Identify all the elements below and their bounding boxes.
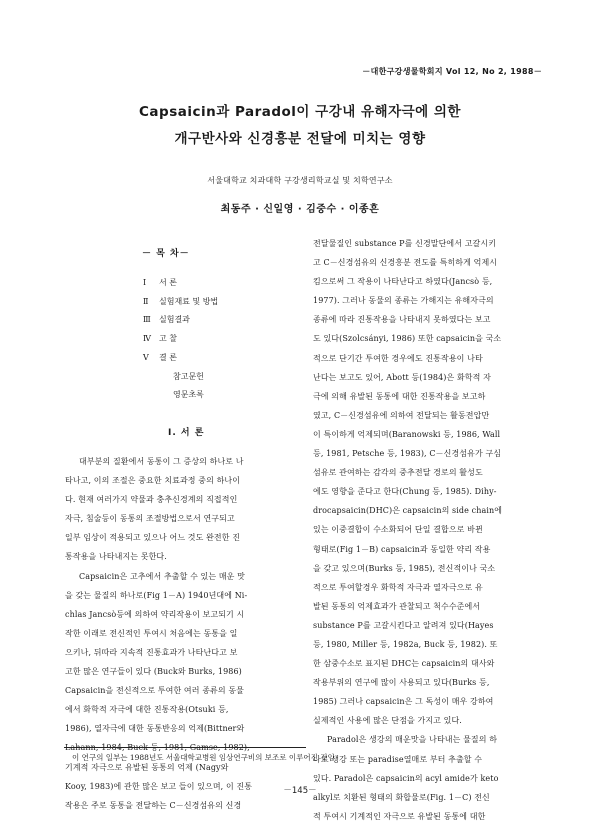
body-text-line: 작한 이래로 전신적인 투여시 처음에는 동통을 일 [65,628,238,638]
toc-item-number: Ⅴ [143,352,149,362]
body-text-line: 도 있다(Szolcsányi, 1986) 또한 capsaicin을 국소 [313,334,502,344]
body-text-line: 1986), 열자극에 대한 동통반응의 억제(Bittner와 [65,724,245,734]
toc-item-number: Ⅳ [143,334,151,344]
body-text-line: 기계적 자극으로 유발된 동통의 억제 (Nagy와 [65,762,229,772]
body-text-line: 전달물질인 substance P를 신경말단에서 고갈시키 [313,239,497,248]
body-text-line: 고 C－신경섬유의 신경흥분 전도를 특히하게 억제시 [313,258,498,268]
body-text-line: Paradol은 생강의 매운맛을 나타내는 물질의 하 [327,735,498,745]
body-text-line: substance P를 고갈시킨다고 알려져 있다(Hayes [313,620,494,630]
footnote-divider [64,747,306,748]
body-text-line: 자극, 침술등이 동통의 조절방법으로서 연구되고 [65,514,235,524]
section-heading-introduction: Ⅰ. 서 론 [168,428,205,438]
body-text-line: 에서 화학적 자극에 대한 진통작용(Otsuki 등, [65,705,229,715]
toc-item-label: 고 찰 [159,334,177,344]
toc-item [143,293,218,312]
toc-item [143,330,218,349]
author-list: 최동주 · 신일영 · 김중수 · 이종흔 [220,204,380,215]
article-title-line1: Capsaicin과 Paradol이 구강내 유해자극에 의한 [139,104,461,120]
toc-item-number: Ⅲ [143,315,151,325]
body-text-line: 형태로(Fig 1－B) capsaicin과 동일한 약리 작용 [313,544,491,554]
author-affiliation: 서울대학교 치과대학 구강생리학교실 및 치학연구소 [207,176,393,185]
body-text-right-column [313,234,545,826]
body-text-line: 1977). 그러나 동물의 종류는 가해지는 유해자극의 [313,296,494,306]
toc-heading: － 목 차－ [142,249,190,259]
body-text-line: 였고, C－신경섬유에 의하여 전달되는 활동전압만 [313,410,490,420]
body-text-line: 종류에 따라 진통작용을 나타내지 못하였다는 보고 [313,315,491,325]
body-text-line: 있다. Paradol은 capsaicin의 acyl amide가 keto [313,773,499,783]
body-text-line: Kooy, 1983)에 관한 많은 보고 들이 있으며, 이 진통 [65,781,253,791]
body-text-line: 섬유로 관여하는 감각의 중추전달 경로의 활성도 [313,468,483,478]
toc-item-label: 참고문헌 [173,371,204,381]
toc-item [143,368,218,387]
toc-item-label: 실험결과 [159,315,190,325]
toc-item [143,386,218,405]
toc-item-label: 영문초록 [173,390,204,400]
body-text-line: 통작용을 나타내지는 못한다. [65,552,167,562]
body-text-line: 극에 의해 유발된 동통에 대한 진통작용을 보고하 [313,391,486,401]
body-text-line: 적으로 투여할경우 화학적 자극과 열자극으로 유 [313,582,483,592]
body-text-line: 이 특이하게 억제되며(Baranowski 등, 1986, Wall [313,429,501,439]
toc-item [143,274,218,293]
body-text-line: 실제적인 사용에 많은 단점을 가지고 있다. [313,716,462,726]
body-text-line: drocapsaicin(DHC)은 capsaicin의 side chain에 [313,506,503,516]
table-of-contents [143,274,218,405]
body-text-line: Capsaicin을 전신적으로 투여한 여러 종류의 동물 [65,686,244,696]
body-text-line: Lahann, 1984, Buck 등, 1981, Gamse, 1982), [65,743,250,753]
body-text-line: 적으로 단기간 투여한 경우에도 진통작용이 나타 [313,353,483,363]
toc-item-label: 서 론 [159,278,177,287]
body-text-line: 으키나, 뒤따라 지속적 진통효과가 나타난다고 보 [65,647,238,657]
body-text-line: 대부분의 질환에서 동통이 그 증상의 하나로 나 [79,457,244,466]
toc-item-label: 결 론 [159,352,177,362]
body-text-line: 발된 동통의 억제효과가 관찰되고 척수수준에서 [313,601,481,611]
body-text-line: 킴으로써 그 작용이 나타난다고 하였다(Jancsò 등, [313,277,493,287]
body-text-line: 작용은 주로 동통을 전달하는 C－신경섬유의 신경 [65,800,242,810]
toc-item-number: Ⅰ [143,278,147,287]
toc-item-label: 실험재료 및 방법 [159,296,219,306]
body-text-line: 등, 1980, Miller 등, 1982a, Buck 등, 1982). 또 [313,639,498,649]
body-text-line: 작용부위의 연구에 많이 사용되고 있다(Burks 등, [313,678,490,688]
running-header: －대한구강생물학회지 Vol 12, No 2, 1988－ [362,67,542,76]
body-text-line: 에도 영향을 준다고 한다(Chung 등, 1985). Dihy- [313,487,497,497]
body-text-line: 1985) 그러나 capsaicin은 그 독성이 매우 강하여 [313,697,494,707]
body-text-line: 난다는 보고도 있어, Abott 등(1984)은 화학적 자 [313,372,491,382]
body-text-line: 있는 이중결합이 수소화되어 단일 결합으로 바뀐 [313,525,483,535]
page-number: －145－ [283,786,317,796]
body-text-line: 일부 임상이 적용되고 있으나 어느 것도 완전한 진 [65,533,241,543]
toc-item-number: Ⅱ [143,296,149,306]
toc-item [143,349,218,368]
body-text-line: 고한 많은 연구들이 있다 (Buck와 Burks, 1986) [65,667,242,677]
body-text-line: 나로 생강 또는 paradise열매로 부터 추출할 수 [313,754,483,764]
body-text-line: 등, 1981, Petsche 등, 1983), C－신경섬유가 구심 [313,449,502,459]
toc-item [143,311,218,330]
body-text-line: 을 갖고 있으며(Burks 등, 1985), 전신적이나 국소 [313,563,496,573]
body-text-line: 을 갖는 물질의 하나로(Fig 1－A) 1940년대에 Ni- [65,590,248,600]
body-text-line: Capsaicin은 고추에서 추출할 수 있는 매운 맛 [79,571,245,581]
body-text-line: 타나고, 이의 조절은 중요한 치료과정 중의 하나이 [65,476,241,486]
footnote: 이 연구의 일부는 1988년도 서울대학교병원 임상연구비의 보조로 이루어진 것임 [72,753,335,762]
body-text-line: 한 삼중수소로 표지된 DHC는 capsaicin의 대사와 [313,659,495,669]
article-title-line2: 개구반사와 신경흥분 전달에 미치는 영향 [174,131,426,147]
body-text-line: alkyl로 치환된 형태의 화합물로(Fig. 1－C) 전신 [313,792,490,802]
body-text-line: 적 투여시 기계적인 자극으로 유발된 동통에 대한 [313,811,486,821]
body-text-line: chlas Jancsò등에 의하여 약리작용이 보고되기 시 [65,609,245,619]
body-text-line: 다. 현재 여러가지 약물과 충추신경계의 직접적인 [65,495,238,505]
